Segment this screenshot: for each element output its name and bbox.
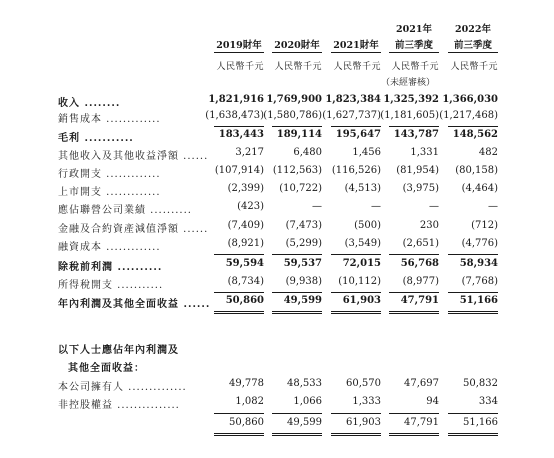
col-header-line2: 前三季度 xyxy=(453,40,492,51)
cell-value: (10,722) xyxy=(279,183,322,194)
subtotal-rule xyxy=(272,292,322,293)
cell-value: (107,914) xyxy=(214,165,264,176)
row-label: 非控股權益 ............... xyxy=(58,400,180,411)
header-rule xyxy=(448,52,498,53)
cell-value: 1,821,916 xyxy=(208,94,264,105)
table-row xyxy=(0,238,554,254)
cell-value: (2,399) xyxy=(227,183,264,194)
subtotal-rule xyxy=(331,254,381,255)
subtotal-rule xyxy=(331,126,381,127)
cell-value: (8,921) xyxy=(227,238,264,249)
cell-value: — xyxy=(371,201,381,212)
header-rule xyxy=(389,52,439,53)
row-label: 除稅前利潤 .......... xyxy=(58,262,163,273)
cell-value: 50,832 xyxy=(463,378,498,389)
table-row xyxy=(0,378,554,394)
cell-value: 183,443 xyxy=(218,129,264,140)
row-label: 應佔聯營公司業績 .......... xyxy=(58,205,192,216)
cell-value: 50,860 xyxy=(225,295,264,306)
cell-value: 50,860 xyxy=(229,417,264,428)
cell-value: 58,934 xyxy=(459,258,498,269)
cell-value: (8,734) xyxy=(227,276,264,287)
cell-value: 189,114 xyxy=(276,129,322,140)
cell-value: 51,166 xyxy=(463,417,498,428)
total-double-rule xyxy=(272,433,322,436)
cell-value: (116,526) xyxy=(331,165,381,176)
col-header-line2: 前三季度 xyxy=(394,40,433,51)
cell-value: 148,562 xyxy=(452,129,498,140)
row-label: 其他收入及其他收益淨額 ...... xyxy=(58,151,209,162)
cell-value: (1,217,468) xyxy=(439,110,498,121)
cell-value: 47,697 xyxy=(404,378,439,389)
total-double-rule xyxy=(272,311,322,314)
cell-value: 3,217 xyxy=(235,147,264,158)
row-label: 所得稅開支 ........... xyxy=(58,280,164,291)
row-label: 融資成本 ............. xyxy=(58,242,161,253)
subtotal-rule xyxy=(214,126,264,127)
row-label: 本公司擁有人 .............. xyxy=(58,382,187,393)
cell-value: 59,594 xyxy=(225,258,264,269)
cell-value: 1,456 xyxy=(352,147,381,158)
row-label: 毛利 ........... xyxy=(58,133,134,144)
cell-value: 49,599 xyxy=(283,295,322,306)
row-label: 年內利潤及其他全面收益 ...... xyxy=(58,299,211,310)
cell-value: (4,464) xyxy=(461,183,498,194)
cell-value: 47,791 xyxy=(400,295,439,306)
header-rule xyxy=(272,52,322,53)
cell-value: (1,580,786) xyxy=(263,110,322,121)
total-double-rule xyxy=(389,433,439,436)
table-row xyxy=(0,147,554,163)
cell-value: (423) xyxy=(237,201,264,212)
cell-value: 47,791 xyxy=(404,417,439,428)
cell-value: 6,480 xyxy=(293,147,322,158)
subtotal-rule xyxy=(331,413,381,414)
col-header-line1 xyxy=(272,21,322,33)
cell-value: 1,769,900 xyxy=(266,94,322,105)
cell-value: 61,903 xyxy=(346,417,381,428)
unit-label: 人民幣千元 xyxy=(274,62,322,72)
total-double-rule xyxy=(448,311,498,314)
cell-value: (4,513) xyxy=(344,183,381,194)
row-label: 上市開支 ............. xyxy=(58,187,161,198)
cell-value: 1,331 xyxy=(410,147,439,158)
subtotal-rule xyxy=(214,413,264,414)
row-label: 收入 ........ xyxy=(58,98,121,109)
cell-value: 230 xyxy=(419,220,439,231)
cell-value: 56,768 xyxy=(400,258,439,269)
subtotal-rule xyxy=(448,292,498,293)
cell-value: (1,181,605) xyxy=(380,110,439,121)
cell-value: 1,333 xyxy=(352,396,381,407)
unit-label: 人民幣千元 xyxy=(216,62,264,72)
subtotal-rule xyxy=(272,413,322,414)
col-header-2021 xyxy=(331,21,381,51)
cell-value: 1,325,392 xyxy=(383,94,439,105)
cell-value: 334 xyxy=(478,396,498,407)
table-row xyxy=(0,295,554,311)
cell-value: (2,651) xyxy=(402,238,439,249)
table-row xyxy=(0,110,554,126)
table-row-total xyxy=(0,417,554,433)
cell-value: (8,977) xyxy=(402,276,439,287)
subtotal-rule xyxy=(448,254,498,255)
total-double-rule xyxy=(331,311,381,314)
section-heading: 以下人士應佔年內利潤及 xyxy=(58,345,179,356)
subtotal-rule xyxy=(389,126,439,127)
cell-value: 49,599 xyxy=(287,417,322,428)
subtotal-rule xyxy=(272,254,322,255)
table-row xyxy=(0,165,554,181)
row-label: 金融及合約資產減值淨額 ...... xyxy=(58,224,209,235)
cell-value: 1,082 xyxy=(235,396,264,407)
cell-value: (3,549) xyxy=(344,238,381,249)
cell-value: (80,158) xyxy=(455,165,498,176)
subtotal-rule xyxy=(272,126,322,127)
table-row xyxy=(0,183,554,199)
cell-value: — xyxy=(488,201,498,212)
subtotal-rule xyxy=(389,413,439,414)
cell-value: (7,768) xyxy=(461,276,498,287)
table-row xyxy=(0,129,554,145)
cell-value: (112,563) xyxy=(272,165,322,176)
subtotal-rule xyxy=(448,413,498,414)
col-header-line2: 2020財年 xyxy=(274,40,320,51)
unit-label: 人民幣千元 xyxy=(333,62,381,72)
cell-value: (712) xyxy=(471,220,498,231)
header-rule xyxy=(214,52,264,53)
table-row xyxy=(0,258,554,274)
subtotal-rule xyxy=(448,126,498,127)
section-heading: 其他全面收益： xyxy=(68,363,145,374)
cell-value: (81,954) xyxy=(396,165,439,176)
col-header-line1 xyxy=(214,21,264,33)
subtotal-rule xyxy=(214,292,264,293)
cell-value: 72,015 xyxy=(342,258,381,269)
cell-value: (7,473) xyxy=(285,220,322,231)
table-row xyxy=(0,220,554,236)
subtotal-rule xyxy=(331,292,381,293)
col-header-2022-q3 xyxy=(448,21,498,51)
subtotal-rule xyxy=(389,254,439,255)
cell-value: (9,938) xyxy=(285,276,322,287)
table-row xyxy=(0,276,554,292)
cell-value: 48,533 xyxy=(287,378,322,389)
cell-value: 482 xyxy=(478,147,498,158)
cell-value: 195,647 xyxy=(335,129,381,140)
cell-value: 94 xyxy=(426,396,439,407)
total-double-rule xyxy=(214,311,264,314)
cell-value: 61,903 xyxy=(342,295,381,306)
total-double-rule xyxy=(331,433,381,436)
total-double-rule xyxy=(448,433,498,436)
total-double-rule xyxy=(389,311,439,314)
row-label: 銷售成本 ............. xyxy=(58,114,161,125)
cell-value: (1,638,473) xyxy=(205,110,264,121)
cell-value: 51,166 xyxy=(459,295,498,306)
col-header-line2: 2021財年 xyxy=(333,40,379,51)
row-label: 行政開支 ............. xyxy=(58,169,161,180)
header-rule xyxy=(331,52,381,53)
total-double-rule xyxy=(214,433,264,436)
col-header-line1: 2022年 xyxy=(455,24,491,35)
cell-value: (3,975) xyxy=(402,183,439,194)
col-header-line2: 2019財年 xyxy=(216,40,262,51)
cell-value: 59,537 xyxy=(283,258,322,269)
cell-value: (4,776) xyxy=(461,238,498,249)
cell-value: — xyxy=(312,201,322,212)
table-row xyxy=(0,396,554,412)
cell-value: (7,409) xyxy=(227,220,264,231)
cell-value: (10,112) xyxy=(338,276,381,287)
col-header-2021-q3 xyxy=(389,21,439,51)
cell-value: 49,778 xyxy=(229,378,264,389)
cell-value: (500) xyxy=(354,220,381,231)
col-header-2019 xyxy=(214,21,264,51)
cell-value: (5,299) xyxy=(285,238,322,249)
cell-value: 143,787 xyxy=(393,129,439,140)
cell-value: (1,627,737) xyxy=(322,110,381,121)
unit-label: 人民幣千元 xyxy=(391,62,439,72)
cell-value: 1,823,384 xyxy=(325,94,381,105)
cell-value: 60,570 xyxy=(346,378,381,389)
col-header-2020 xyxy=(272,21,322,51)
unaudited-note: （未經審核） xyxy=(381,78,436,88)
cell-value: 1,366,030 xyxy=(442,94,498,105)
cell-value: — xyxy=(429,201,439,212)
table-row xyxy=(0,201,554,217)
subtotal-rule xyxy=(389,292,439,293)
col-header-line1: 2021年 xyxy=(396,24,432,35)
table-row xyxy=(0,94,554,110)
unit-label: 人民幣千元 xyxy=(450,62,498,72)
col-header-line1 xyxy=(331,21,381,33)
cell-value: 1,066 xyxy=(293,396,322,407)
subtotal-rule xyxy=(214,254,264,255)
